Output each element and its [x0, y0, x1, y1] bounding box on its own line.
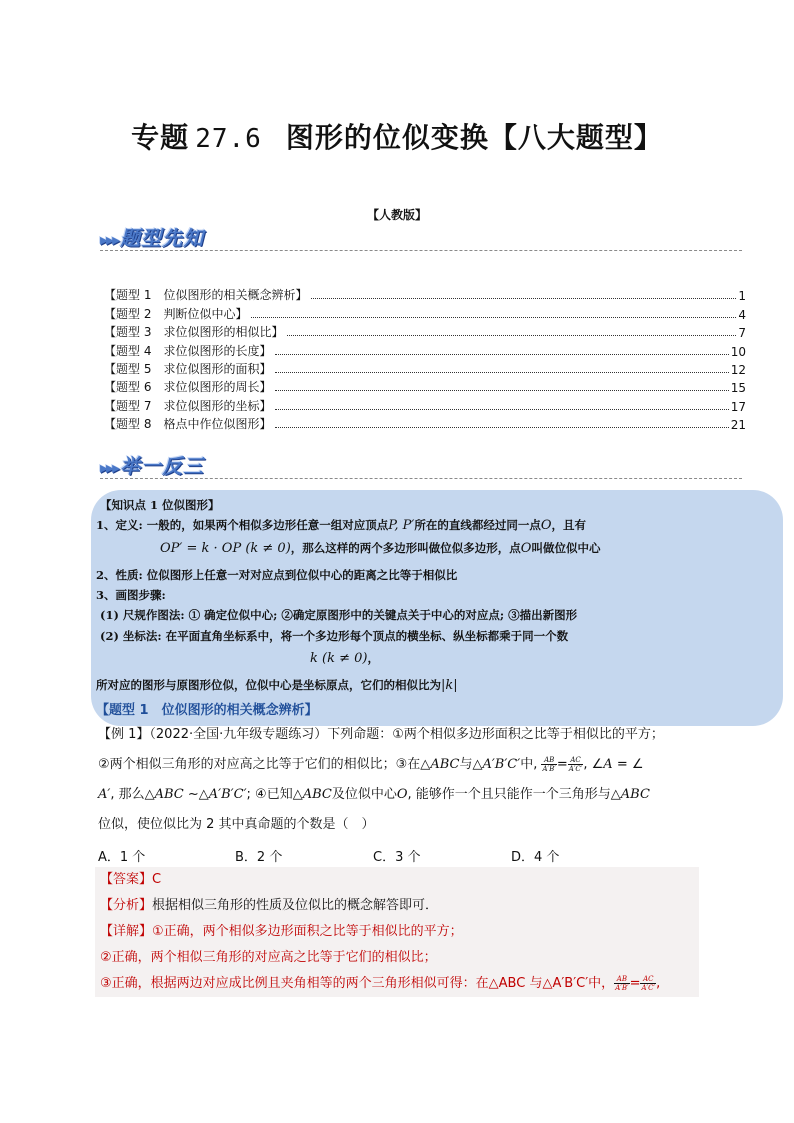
analysis-line	[95, 893, 699, 919]
toc-label: 【题型 2 判断位似中心】	[104, 306, 248, 321]
math: A′	[98, 787, 111, 802]
toc-item[interactable]	[104, 303, 746, 321]
toc-label: 【题型 7 求位似图形的坐标】	[104, 398, 272, 413]
knowledge-step-2-formula	[310, 650, 379, 666]
numerator: AC	[568, 756, 584, 765]
analysis-text: 根据相似三角形的性质及位似比的概念解答即可．	[152, 898, 439, 913]
definition-formula: OP′ = k · OP (k ≠ 0)	[160, 541, 291, 556]
detail-line-1	[95, 919, 699, 945]
banner-text: 举一反三	[120, 454, 205, 478]
definition-text: 叫做位似中心	[531, 541, 601, 555]
knowledge-heading: 【知识点 1 位似图形】	[100, 498, 220, 512]
math: A	[603, 757, 613, 772]
toc-leader	[275, 390, 728, 391]
toc-item[interactable]	[104, 322, 746, 340]
title-number: 27.6	[195, 124, 262, 154]
text: , ∠	[583, 757, 604, 772]
step2-end: ，	[367, 651, 379, 665]
page-title	[0, 116, 794, 156]
toc-label: 【题型 1 位似图形的相关概念辨析】	[104, 288, 308, 303]
step3-text: 所对应的图形与原图形位似，位似中心是坐标原点，它们的相似比为	[96, 678, 441, 692]
toc-page: 17	[730, 399, 746, 414]
divider	[100, 478, 742, 479]
edition-label: 【人教版】	[366, 208, 427, 222]
answer-block	[95, 867, 699, 997]
toc-leader	[275, 427, 728, 428]
toc-label: 【题型 4 求位似图形的长度】	[104, 343, 272, 358]
knowledge-property: 2、性质: 位似图形上任意一对对应点到位似中心的距离之比等于相似比	[96, 568, 458, 582]
toc-page: 12	[730, 362, 746, 377]
knowledge-step-3	[96, 677, 458, 693]
math: O	[396, 787, 408, 802]
toc-item[interactable]	[104, 395, 746, 413]
math: A′B′C′	[208, 787, 247, 802]
question-type-heading: 【题型 1 位似图形的相关概念辨析】	[96, 703, 318, 718]
math: A′B′C′	[482, 757, 521, 772]
denominator: A′C′	[568, 765, 583, 773]
toc-leader	[287, 335, 736, 336]
text: , 那么△	[110, 787, 155, 802]
toc-leader	[275, 354, 728, 355]
denominator: A′B′	[615, 984, 629, 992]
example-line-2	[98, 755, 698, 775]
text: 中,	[520, 757, 538, 772]
knowledge-definition-cont	[160, 540, 600, 556]
fraction	[568, 756, 584, 773]
fraction	[614, 975, 629, 992]
toc-leader	[251, 317, 736, 318]
toc-label: 【题型 5 求位似图形的面积】	[104, 361, 272, 376]
text: , 能够作一个且只能作一个三角形与△	[407, 787, 621, 802]
choice-d[interactable]: D．4 个	[511, 850, 560, 865]
toc-item[interactable]	[104, 414, 746, 432]
text: ②两个相似三角形的对应高之比等于它们的相似比；③在△	[98, 757, 431, 772]
step2-formula: k (k ≠ 0)	[310, 651, 368, 666]
knowledge-definition	[96, 517, 586, 533]
definition-point: O	[520, 541, 532, 556]
toc-leader	[275, 409, 728, 410]
toc-item[interactable]	[104, 359, 746, 377]
divider	[100, 250, 742, 251]
triple-arrow-icon: ▸▸▸	[100, 458, 119, 477]
example-line-4: 位似，使位似比为 2 其中真命题的个数是（ ）	[98, 817, 375, 832]
toc-page: 10	[730, 344, 746, 359]
toc-page: 21	[730, 418, 746, 433]
example-line-1: 【例 1】（2022·全国·九年级专题练习）下列命题：①两个相似多边形面积之比等于相似比的平方；	[98, 727, 664, 742]
text: =	[556, 757, 568, 772]
detail-tag: 【详解】	[100, 924, 153, 939]
knowledge-step-1: (1) 尺规作图法: ① 确定位似中心; ②确定原图形中的关键点关于中心的对应点; ③描出新图形	[100, 608, 578, 622]
banner-question-types	[100, 222, 204, 251]
toc-page: 7	[738, 326, 746, 341]
toc-label: 【题型 3 求位似图形的相似比】	[104, 325, 284, 340]
toc-leader	[275, 372, 728, 373]
toc-page: 4	[738, 307, 746, 322]
answer-value: C	[152, 872, 162, 887]
choice-b[interactable]: B．2 个	[235, 850, 283, 865]
toc-item[interactable]	[104, 377, 746, 395]
toc-page: 1	[738, 289, 746, 304]
answer-line	[95, 867, 699, 893]
denominator: A′B′	[542, 765, 556, 773]
step3-formula: |k|	[441, 678, 458, 693]
detail-line-2: ②正确，两个相似三角形的对应高之比等于它们的相似比；	[100, 950, 437, 965]
math: ABC	[430, 757, 460, 772]
text: 及位似中心	[331, 787, 397, 802]
banner-examples	[100, 450, 204, 479]
numerator: AB	[614, 975, 629, 984]
choice-a[interactable]: A．1 个	[98, 850, 146, 865]
title-main: 图形的位似变换【八大题型】	[285, 121, 663, 154]
definition-text: 1、定义: 一般的，如果两个相似多边形任意一组对应顶点	[96, 518, 389, 532]
toc-page: 15	[730, 381, 746, 396]
knowledge-step-2: (2) 坐标法: 在平面直角坐标系中，将一个多边形每个顶点的横坐标、纵坐标都乘于同一个数	[100, 629, 569, 643]
math: ABC	[154, 787, 184, 802]
toc-item[interactable]	[104, 285, 746, 303]
definition-point: O	[540, 518, 552, 533]
table-of-contents	[104, 285, 746, 432]
detail-text: ③正确，根据两边对应成比例且夹角相等的两个三角形相似可得：在△ABC 与△A′B′C′中，	[100, 976, 615, 991]
detail-text: ①正确，两个相似多边形面积之比等于相似比的平方；	[152, 924, 463, 939]
banner-text: 题型先知	[120, 226, 205, 250]
analysis-tag: 【分析】	[100, 898, 153, 913]
numerator: AB	[541, 756, 556, 765]
toc-label: 【题型 8 格点中作位似图形】	[104, 417, 272, 432]
text: = ∠	[612, 757, 644, 772]
toc-item[interactable]	[104, 340, 746, 358]
knowledge-steps: 3、画图步骤:	[96, 588, 166, 602]
text: 与△	[459, 757, 483, 772]
detail-line-3	[95, 971, 699, 997]
definition-text: ，那么这样的两个多边形叫做位似多边形，点	[290, 541, 521, 555]
numerator: AC	[640, 975, 656, 984]
title-prefix: 专题	[131, 121, 190, 154]
triple-arrow-icon: ▸▸▸	[100, 230, 119, 249]
fraction	[541, 756, 556, 773]
fraction	[640, 975, 656, 992]
toc-leader	[311, 298, 736, 299]
text: ; ④已知△	[246, 787, 303, 802]
math: ABC	[620, 787, 650, 802]
definition-points: P, P′	[388, 518, 415, 533]
definition-text: ，且有	[551, 518, 586, 532]
denominator: A′C′	[641, 984, 656, 992]
toc-label: 【题型 6 求位似图形的周长】	[104, 380, 272, 395]
definition-text: 所在的直线都经过同一点	[414, 518, 541, 532]
math: ABC	[302, 787, 332, 802]
text: =	[629, 976, 641, 991]
text: ~△	[183, 787, 209, 802]
choice-c[interactable]: C．3 个	[373, 850, 421, 865]
answer-tag: 【答案】	[100, 872, 153, 887]
example-line-3	[98, 785, 698, 805]
text: ,	[656, 976, 661, 991]
